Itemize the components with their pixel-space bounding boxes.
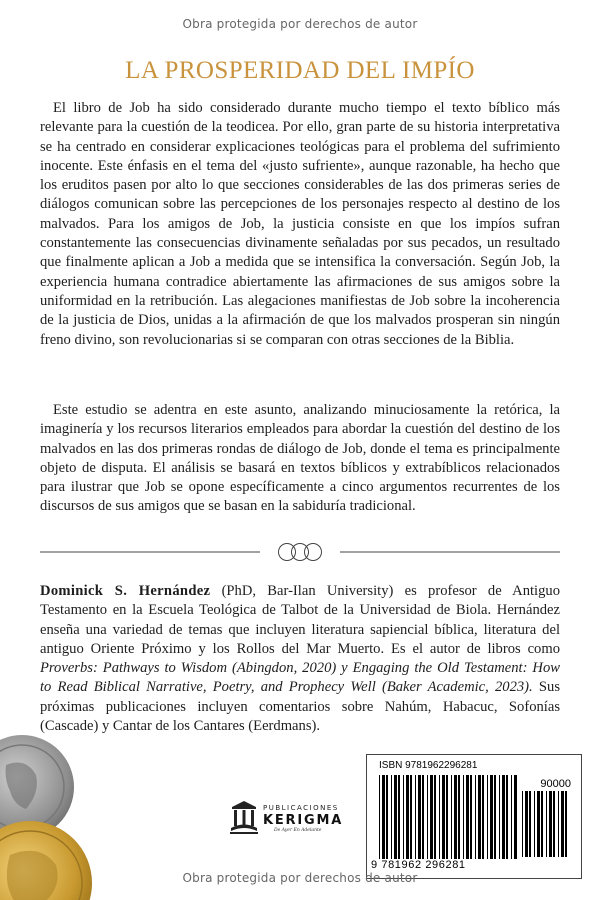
copyright-watermark-bottom: Obra protegida por derechos de autor [182, 871, 418, 885]
bio-books-italic: Proverbs: Pathways to Wisdom (Abingdon, 2020) y Engaging the Old Testament: How to Read Biblical Narrative, Poetry, and Prophecy Well (Baker Academic, 2023). [40, 660, 560, 696]
publisher-tagline: De Ayer En Adelante [274, 828, 322, 833]
isbn-label: ISBN 9781962296281 [379, 760, 478, 771]
copyright-watermark-top: Obra protegida por derechos de autor [182, 17, 418, 31]
synopsis-paragraph-1: El libro de Job ha sido considerado durante mucho tiempo el texto bíblico más relevante para la cuestión de la teodicea. Por ello, gran parte de su historia interpretativa se ha centrado en considerar explicaciones teológicas para el problema del sufrimiento inocente. Este énfasis en el tema del «justo sufriente», aunque razonable, ha hecho que los eruditos pasen por alto lo que secciones considerables de las dos primeras series de diálogos comunican sobre las percepciones de los personajes respecto al destino de los malvados. Para los amigos de Job, la justicia consiste en que los impíos sufran constantemente las consecuencias divinamente señaladas por sus pecados, un resultado que finalmente aplican a Job a medida que se intensifica la conversación. Según Job, la experiencia humana contradice abiertamente las afirmaciones de sus amigos sobre la uniformidad en la retribución. Las alegaciones manifiestas de Job sobre la incoherencia de la justicia de Dios, unidas a la afirmación de que los malvados prosperan sin ningún freno divino, son revolucionarias si se comparan con otras secciones de la Biblia. [40, 100, 560, 348]
publisher-logo [228, 797, 358, 837]
synopsis-paragraph-2: Este estudio se adentra en este asunto, analizando minuciosamente la retórica, la imaginería y los recursos literarios empleados para abordar la cuestión del destino de los malvados en las dos primeras rondas de diálogo de Job, donde el tema es principalmente objeto de disputa. El análisis se basará en textos bíblicos y extrabíblicos relacionados para ilustrar que Job se opone específicamente a cinco argumentos recurrentes de los discursos de sus amigos que se basan en la sabiduría tradicional. [40, 402, 560, 515]
price-code: 90000 [540, 778, 571, 790]
publisher-name: KERIGMA [263, 813, 344, 828]
publisher-emblem-icon [230, 801, 258, 834]
ean-barcode [379, 775, 519, 861]
price-barcode [522, 791, 572, 861]
publisher-line-1: PUBLICACIONES [263, 804, 339, 812]
barcode-digits: 9 781962 296281 [371, 859, 466, 871]
isbn-barcode-block [366, 754, 582, 879]
bio-text-1: (PhD, Bar-Ilan University) es profesor de Antiguo Testamento en la Escuela Teológica de Talbot de la Universidad de Biola. Hernández enseña una variedad de temas que incluyen literatura sapiencial bíblica, literatura del antiguo Oriente Próximo y los Rollos del Mar Muerto. Es el autor de libros como [40, 583, 560, 657]
bio-text-2: Sus próximas publicaciones incluyen comentarios sobre Nahúm, Habacuc, Sofonías (Cascade) y Cantar de los Cantares (Eerdmans). [40, 679, 560, 735]
author-name: Dominick S. Hernández [40, 583, 211, 599]
book-title: LA PROSPERIDAD DEL IMPÍO [125, 56, 475, 84]
author-bio [40, 582, 560, 736]
ornament-divider [40, 542, 560, 562]
